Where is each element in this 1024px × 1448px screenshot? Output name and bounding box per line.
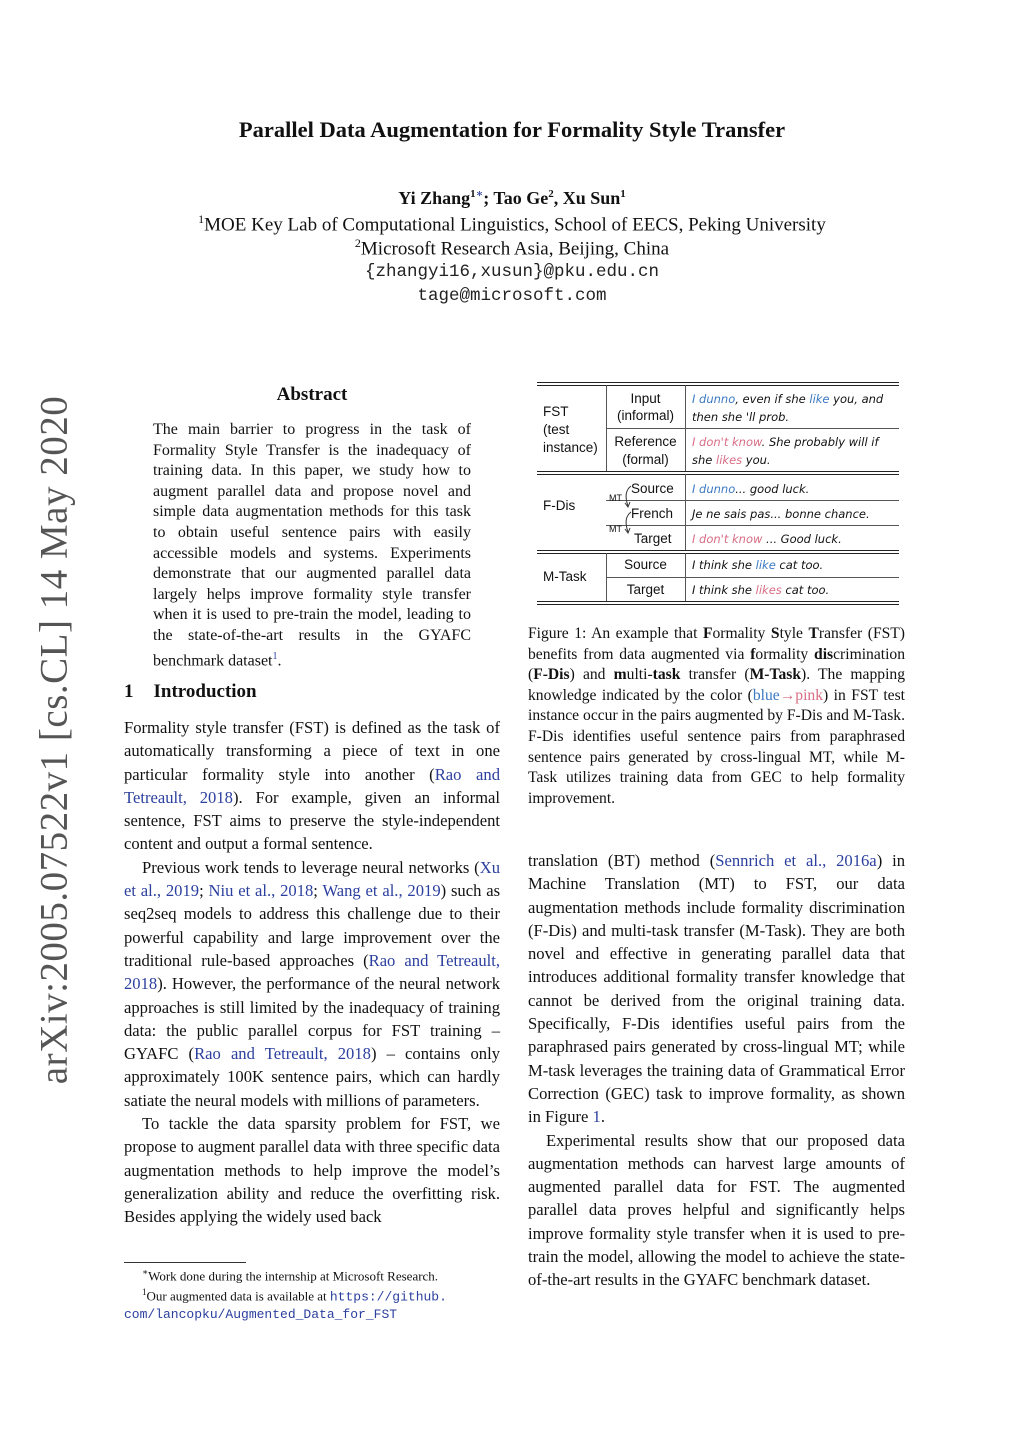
mt-arrow-label: MT <box>609 524 622 534</box>
author-email-2: tage@microsoft.com <box>417 286 607 306</box>
paper-title: Parallel Data Augmentation for Formality Style Transfer <box>238 117 786 142</box>
example-fdis-target: I don't know ... Good luck. <box>692 532 842 546</box>
footnote-url[interactable]: https://github. <box>329 1289 447 1305</box>
author-list: Yi Zhang$^{1∗}$; Tao Ge$^2$, Xu Sun$^1$ <box>398 188 626 208</box>
abstract-heading: Abstract <box>276 384 348 405</box>
citation-link[interactable]: Xu et al., 2019 <box>124 857 500 901</box>
cell-target: Target <box>634 531 672 546</box>
table-rule <box>537 604 899 605</box>
row-label-fdis: F-Dis <box>543 498 576 513</box>
table-rule <box>606 500 899 501</box>
figure-ref-link[interactable]: 1 <box>592 1107 601 1127</box>
cell-reference: (formal) <box>622 452 669 467</box>
example-input: I dunno, even if she like you, and <box>692 392 884 406</box>
abstract-body: The main barrier to progress in the task of Formality Style Transfer is the inadequacy of training data. In this paper, we study how to augment parallel data and propose novel and simple data augmentation methods for this task to obtain useful sentence pairs with easily accessible models and systems. Experiments demonstrate that our augmented parallel data largely helps improve formality style transfer when it is used to pre-train the model, leading to the state-of-the-art results in the GYAFC benchmark dataset$^1$. <box>153 421 471 669</box>
footnote-1: $^1$Our augmented data is available at https://github. <box>142 1287 447 1305</box>
arxiv-identifier: arXiv:2005.07522v1 [cs.CL] 14 May 2020 <box>32 395 76 1085</box>
footnotes <box>124 1264 504 1323</box>
table-rule <box>606 577 899 578</box>
author-affiliation-mark: 1 <box>470 188 476 200</box>
table-column-divider <box>685 474 686 550</box>
cell-reference: Reference <box>614 434 677 449</box>
row-label-fst: (test <box>543 422 570 437</box>
author-footnote-mark[interactable]: ∗ <box>475 188 484 200</box>
cell-source: Source <box>624 557 667 572</box>
paragraph: Previous work tends to leverage neural networks (Xu et al., 2019; Niu et al., 2018; Wang et al., 2019) such as seq2seq models to address this challenge due to their powerful capability and large improvement over the traditional rule-based approaches (Rao and Tetreault, 2018). However, the performance of the neural network approaches is still limited by the inadequacy of training data: the public parallel corpus for FST training – GYAFC (Rao and Tetreault, 2018) – contains only approximately 100K sentence pairs, which can hardly satiate the neural models with millions of parameters. <box>124 857 501 1110</box>
citation-link[interactable]: Wang et al., 2019 <box>322 881 441 901</box>
footnote-rule <box>124 1262 246 1263</box>
author-email-1: {zhangyi16,xusun}@pku.edu.cn <box>364 262 660 282</box>
cell-input: Input <box>630 391 661 406</box>
example-reference: she likes you. <box>692 453 771 467</box>
affiliation-2: $^2$Microsoft Research Asia, Beijing, China <box>354 236 670 260</box>
row-label-fst: instance) <box>543 440 598 455</box>
section-heading-introduction: 1 Introduction <box>124 681 257 702</box>
footnote-url-continued[interactable]: com/lancopku/Augmented_Data_for_FST <box>124 1306 398 1322</box>
citation-link[interactable]: Sennrich et al., 2016a <box>715 851 877 870</box>
paragraph: translation (BT) method (Sennrich et al., 2016a) in Machine Translation (MT) to FST, our data augmentation methods include formality discrimination (F-Dis) and multi-task transfer (M-Task). They are both novel and effective in generating parallel data that introduces additional formality transfer knowledge that cannot be derived from the original training data. Specifically, F-Dis identifies useful pairs from the paraphrased pairs generated by cross-lingual MT; while M-task leverages the training data of Grammatical Error Correction (GEC) task to improve formality, as shown in Figure 1. <box>528 851 906 1127</box>
example-reference: I don't know. She probably will if <box>692 435 879 449</box>
row-label-mtask: M-Task <box>543 569 587 584</box>
paragraph: Experimental results show that our proposed data augmentation methods can harvest large amounts of augmented parallel data for FST. The augmented parallel data proves helpful and significantly helps improve formality style transfer when it is used to pre-train the model, allowing the model to achieve the state-of-the-art results in the GYAFC benchmark dataset. <box>528 1130 905 1290</box>
row-label-fst: FST <box>543 404 569 419</box>
footnote-ref-1[interactable]: 1 <box>272 650 278 662</box>
cell-target: Target <box>626 582 665 597</box>
cell-french: French <box>631 506 674 521</box>
table-rule <box>537 471 899 472</box>
author-affiliation-mark: 1 <box>620 188 626 200</box>
table-rule <box>537 550 899 551</box>
author-name: Yi Zhang <box>398 188 471 208</box>
citation-link[interactable]: Rao and Tetreault, 2018 <box>124 950 500 994</box>
affiliation-1: $^1$MOE Key Lab of Computational Linguistics, School of EECS, Peking University <box>198 212 826 236</box>
table-rule <box>537 553 899 554</box>
author-name: Xu Sun <box>562 188 621 208</box>
table-rule <box>606 428 899 429</box>
table-rule <box>537 382 899 383</box>
example-input: then she 'll prob. <box>692 410 790 424</box>
table-column-divider <box>685 553 686 601</box>
citation-link[interactable]: Niu et al., 2018 <box>208 881 314 901</box>
cell-input: (informal) <box>616 408 674 423</box>
table-rule <box>537 601 899 602</box>
figure-1-table <box>537 382 899 606</box>
right-column-text <box>528 849 905 1292</box>
example-fdis-french: Je ne sais pas... bonne chance. <box>692 507 870 521</box>
citation-link[interactable]: Rao and Tetreault, 2018 <box>124 764 500 807</box>
mt-arrow-label: MT <box>609 493 622 503</box>
table-rule <box>537 385 899 386</box>
table-rule <box>537 474 899 475</box>
figure-1-caption: Figure 1: An example that Formality Style Transfer (FST) benefits from data augmented via formality discrimination (F-Dis) and multi-task transfer (M-Task). The mapping knowledge indicated by the color (blue→pink) in FST test instance occur in the pairs augmented by F-Dis and M-Task. F-Dis identifies useful sentence pairs from paraphrased sentence pairs generated by cross-lingual MT, while M-Task utilizes training data from GEC to help formality improvement. <box>528 625 906 807</box>
paragraph: Formality style transfer (FST) is defined as the task of automatically transforming a piece of text in one particular formality style into another (Rao and Tetreault, 2018). For example, given an informal sentence, FST aims to preserve the style-independent content and output a formal sentence. <box>124 718 500 854</box>
example-mtask-source: I think she like cat too. <box>692 558 824 572</box>
example-fdis-source: I dunno... good luck. <box>692 482 810 496</box>
citation-link[interactable]: Rao and Tetreault, 2018 <box>194 1044 371 1064</box>
paragraph: To tackle the data sparsity problem for FST, we propose to augment parallel data with three specific data augmentation methods to help improve the model’s generalization ability and reduce the overfitting risk. Besides applying the widely used back <box>124 1114 500 1227</box>
author-name: Tao Ge <box>493 188 549 208</box>
author-affiliation-mark: 2 <box>548 188 554 200</box>
left-column-text <box>124 716 500 1229</box>
example-mtask-target: I think she likes cat too. <box>692 583 830 597</box>
footnote-star: ∗Work done during the internship at Microsoft Research. <box>142 1267 439 1284</box>
cell-source: Source <box>631 481 674 496</box>
table-column-divider <box>685 385 686 471</box>
table-rule <box>606 525 899 526</box>
